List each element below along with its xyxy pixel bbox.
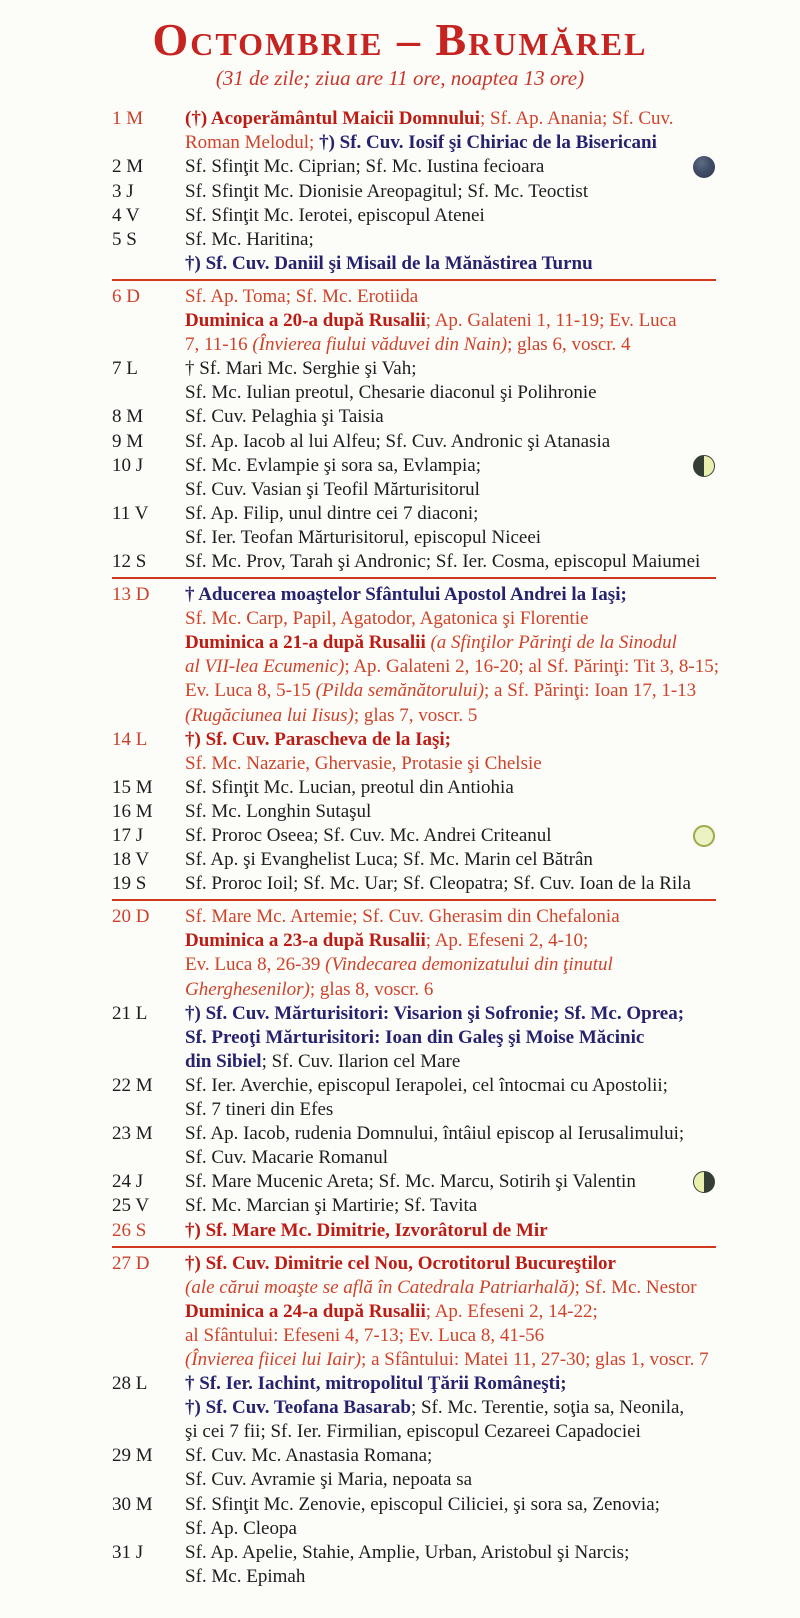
day-label: 28 L [112, 1373, 148, 1395]
feast-text-segment: ; glas 7, voscr. 5 [353, 704, 478, 726]
day-content [185, 1252, 716, 1372]
feast-text-segment: Sf. Mare Mc. Artemie; Sf. Cuv. Gherasim din Chefalonia [185, 906, 620, 928]
feast-text-line [185, 1420, 716, 1444]
day-label: 29 M [112, 1445, 153, 1467]
calendar-row [112, 800, 716, 824]
day-content [185, 357, 716, 405]
week-separator-line [112, 1246, 716, 1248]
feast-text-line [185, 357, 716, 381]
week-separator-line [112, 577, 716, 579]
day-content [185, 583, 720, 728]
feast-text-segment: Sf. Ap. Filip, unul dintre cei 7 diaconi; [185, 502, 479, 524]
day-content [185, 1002, 716, 1074]
calendar-row [112, 357, 716, 405]
day-content [185, 405, 716, 429]
feast-text-segment: Sf. Ier. Averchie, episcopul Ierapolei, cel întocmai cu Apostolii; [185, 1074, 668, 1096]
calendar-row [112, 776, 716, 800]
feast-text-line [185, 583, 716, 607]
feast-text-line [185, 872, 716, 896]
feast-text-segment: Sf. Ap. Iacob al lui Alfeu; Sf. Cuv. Andronic şi Atanasia [185, 430, 611, 452]
calendar-row [112, 405, 716, 429]
feast-text-line [185, 1468, 716, 1492]
calendar-row [112, 155, 716, 179]
calendar-row [112, 872, 716, 896]
day-label: 12 S [112, 550, 147, 572]
feast-text-segment: Sf. Mare Mucenic Areta; Sf. Mc. Marcu, Sotirih şi Valentin [185, 1171, 636, 1193]
feast-text-segment: †) Sf. Cuv. Daniil şi Misail de la Mănăstirea Turnu [185, 252, 593, 274]
day-label: 9 M [112, 430, 144, 452]
feast-text-line [185, 430, 716, 454]
day-label: 8 M [112, 406, 144, 428]
feast-text-segment: ; Ap. Efeseni 2, 14-22; [425, 1300, 598, 1322]
day-content [185, 454, 716, 502]
day-label: 24 J [112, 1171, 144, 1193]
page-title: Octombrie – Brumărel [152, 14, 648, 65]
feast-text-segment: †) Sf. Cuv. Dimitrie cel Nou, Ocrotitorul Bucureştilor [185, 1252, 616, 1274]
feast-text-segment: Sf. Mc. Marcian şi Martirie; Sf. Tavita [185, 1195, 478, 1217]
day-content [185, 1122, 716, 1170]
day-label: 14 L [112, 728, 148, 750]
feast-text-line [185, 1541, 716, 1565]
day-label: 22 M [112, 1074, 153, 1096]
feast-text-segment: Sf. Proroc Ioil; Sf. Mc. Uar; Sf. Cleopatra; Sf. Cuv. Ioan de la Rila [185, 873, 691, 895]
feast-text-segment: Sf. 7 tineri din Efes [185, 1099, 334, 1121]
feast-text-segment: din Sibiel [185, 1050, 262, 1072]
feast-text-segment: Sf. Cuv. Mc. Anastasia Romana; [185, 1445, 433, 1467]
feast-text-segment: ; a Sf. Părinţi: Ioan 17, 1-13 [484, 680, 697, 702]
feast-text-segment: 7, 11-16 [185, 334, 253, 356]
day-content [185, 1170, 716, 1194]
feast-text-segment: ; Sf. Ap. Anania; Sf. Cuv. [480, 108, 674, 130]
feast-text-line [185, 1002, 716, 1026]
feast-text-segment: Sf. Ap. Toma; Sf. Mc. Erotiida [185, 285, 419, 307]
day-label: 30 M [112, 1493, 153, 1515]
calendar-row [112, 824, 716, 848]
feast-text-line [185, 1276, 716, 1300]
feast-text-segment: † Sf. Ier. Iachint, mitropolitul Ţării Româneşti; [185, 1373, 567, 1395]
calendar-row [112, 1541, 716, 1589]
calendar-row [112, 1074, 716, 1122]
feast-text-segment: al Sfântului: Efeseni 4, 7-13; Ev. Luca 8, 41-56 [185, 1324, 545, 1346]
feast-text-line [185, 285, 716, 309]
feast-text-line [185, 1050, 716, 1074]
feast-text-segment: Gherghesenilor) [185, 978, 310, 1000]
calendar-row [112, 583, 720, 728]
calendar-row [112, 430, 716, 454]
feast-text-segment: † Sf. Mari Mc. Serghie şi Vah; [185, 358, 417, 380]
day-label: 19 S [112, 873, 147, 895]
feast-text-segment: (Vindecarea demonizatului din ţinutul [325, 954, 613, 976]
day-content [185, 228, 716, 276]
day-label: 31 J [112, 1541, 144, 1563]
feast-text-line [185, 526, 716, 550]
feast-text-line [185, 204, 716, 228]
feast-text-line [185, 704, 716, 728]
calendar-row [112, 1170, 716, 1194]
calendar-row [112, 502, 716, 550]
day-content [185, 502, 716, 550]
calendar-row [112, 204, 716, 228]
feast-text-segment: †) Sf. Mare Mc. Dimitrie, Izvorâtorul de Mir [185, 1219, 548, 1241]
feast-text-segment: Sf. Mc. Iulian preotul, Chesarie diaconul şi Polihronie [185, 382, 597, 404]
feast-text-segment: Sf. Preoţi Mărturisitori: Ioan din Galeş şi Moise Măcinic [185, 1026, 645, 1048]
day-content [185, 905, 716, 1001]
day-content [185, 180, 716, 204]
feast-text-line [185, 1026, 716, 1050]
feast-text-line [185, 978, 716, 1002]
day-label: 13 D [112, 584, 150, 606]
feast-text-segment: Sf. Sfinţit Mc. Lucian, preotul din Antiohia [185, 776, 514, 798]
calendar-row [112, 905, 716, 1001]
calendar-row [112, 180, 716, 204]
feast-text-line [185, 1348, 716, 1372]
feast-text-line [185, 155, 716, 179]
feast-text-segment: Duminica a 23-a după Rusalii [185, 930, 426, 952]
feast-text-line [185, 1098, 716, 1122]
day-content [185, 1444, 716, 1492]
day-label: 2 M [112, 156, 144, 178]
full-moon-icon [693, 825, 715, 847]
day-content [185, 285, 716, 357]
day-content [185, 824, 716, 848]
day-label: 7 L [112, 358, 138, 380]
feast-text-segment: (†) Acoperământul Maicii Domnului [185, 108, 481, 130]
first-quarter-moon-icon [693, 455, 715, 477]
day-label: 3 J [112, 180, 134, 202]
day-label: 16 M [112, 800, 153, 822]
feast-text-line [185, 131, 716, 155]
feast-text-segment: Sf. Cuv. Macarie Romanul [185, 1147, 388, 1169]
feast-text-line [185, 1252, 716, 1276]
day-content [185, 776, 716, 800]
day-content [185, 550, 716, 574]
day-content [185, 1219, 716, 1243]
feast-text-segment: Sf. Cuv. Avramie şi Maria, nepoata sa [185, 1469, 473, 1491]
calendar-row [112, 1194, 716, 1218]
feast-text-segment: Sf. Ier. Teofan Mărturisitorul, episcopul Niceei [185, 526, 542, 548]
calendar-row [112, 1444, 716, 1492]
feast-text-segment: Sf. Mc. Carp, Papil, Agatodor, Agatonica şi Florentie [185, 608, 589, 630]
feast-text-segment: Duminica a 20-a după Rusalii [185, 310, 426, 332]
feast-text-segment: ; glas 6, voscr. 4 [507, 334, 631, 356]
day-content [185, 1493, 716, 1541]
feast-text-line [185, 728, 716, 752]
day-label: 4 V [112, 204, 140, 226]
calendar-page [0, 16, 800, 1618]
feast-text-segment: Sf. Sfinţit Mc. Dionisie Areopagitul; Sf. Mc. Teoctist [185, 180, 589, 202]
feast-text-segment: şi cei 7 fii; Sf. Ier. Firmilian, episcopul Cezareei Capadociei [185, 1421, 641, 1443]
feast-text-line [185, 679, 716, 703]
feast-text-segment: Duminica a 21-a după Rusalii [185, 632, 431, 654]
feast-text-line [185, 1219, 716, 1243]
feast-text-segment: Sf. Ap. Cleopa [185, 1517, 297, 1539]
feast-text-segment: (ale cărui moaşte se află în Catedrala Patriarhală) [185, 1276, 575, 1298]
feast-text-segment: al VII-lea Ecumenic) [185, 656, 345, 678]
feast-text-line [185, 776, 716, 800]
calendar-row [112, 1122, 716, 1170]
week-separator-line [112, 279, 716, 281]
feast-text-line [185, 405, 716, 429]
feast-text-segment: Sf. Ap. Apelie, Stahie, Amplie, Urban, Aristobul şi Narcis; [185, 1541, 630, 1563]
feast-text-segment: ; a Sfântului: Matei 11, 27-30; glas 1, voscr. 7 [361, 1348, 709, 1370]
calendar-row [112, 550, 716, 574]
feast-text-segment: ; glas 8, voscr. 6 [309, 978, 434, 1000]
day-content [185, 1194, 716, 1218]
day-label: 20 D [112, 906, 150, 928]
feast-text-line [185, 824, 716, 848]
feast-text-line [185, 1300, 716, 1324]
page-subtitle: (31 de zile; ziua are 11 ore, noaptea 13 ore) [215, 66, 585, 91]
feast-text-segment: ; Ap. Galateni 1, 11-19; Ev. Luca [425, 310, 677, 332]
calendar-row [112, 1219, 716, 1243]
feast-text-segment: (Învierea fiului văduvei din Nain) [252, 334, 508, 356]
feast-text-segment: Sf. Cuv. Pelaghia şi Taisia [185, 406, 384, 428]
feast-text-segment: † Aducerea moaştelor Sfântului Apostol Andrei la Iaşi; [185, 584, 627, 606]
feast-text-line [185, 309, 716, 333]
feast-text-segment: Ev. Luca 8, 5-15 [185, 680, 316, 702]
feast-text-line [185, 1517, 716, 1541]
day-content [185, 728, 716, 776]
feast-text-segment: Sf. Proroc Oseea; Sf. Cuv. Mc. Andrei Criteanul [185, 825, 552, 847]
feast-text-segment: Sf. Mc. Haritina; [185, 228, 314, 250]
day-content [185, 430, 716, 454]
day-label: 27 D [112, 1252, 150, 1274]
feast-text-segment: Sf. Mc. Epimah [185, 1565, 306, 1587]
feast-text-segment: ; Sf. Mc. Nestor [574, 1276, 697, 1298]
calendar-row [112, 1252, 716, 1372]
feast-text-line [185, 252, 716, 276]
feast-text-line [185, 454, 716, 478]
calendar-row [112, 728, 716, 776]
feast-text-line [185, 1565, 716, 1589]
feast-text-line [185, 1396, 716, 1420]
feast-text-segment: †) Sf. Cuv. Teofana Basarab [185, 1397, 411, 1419]
feast-text-line [185, 905, 716, 929]
day-content [185, 848, 716, 872]
feast-text-line [185, 228, 716, 252]
day-label: 17 J [112, 825, 144, 847]
feast-text-segment: Ev. Luca 8, 26-39 [185, 954, 326, 976]
feast-text-line [185, 1493, 716, 1517]
day-label: 1 M [112, 108, 144, 130]
feast-text-segment: ; Sf. Mc. Terentie, soţia sa, Neonila, [410, 1397, 685, 1419]
day-label: 23 M [112, 1123, 153, 1145]
feast-text-line [185, 107, 716, 131]
feast-text-segment: Sf. Mc. Prov, Tarah şi Andronic; Sf. Ier. Cosma, episcopul Maiumei [185, 550, 701, 572]
feast-text-segment: Sf. Ap. şi Evanghelist Luca; Sf. Mc. Marin cel Bătrân [185, 849, 593, 871]
day-content [185, 1074, 716, 1122]
feast-text-line [185, 1146, 716, 1170]
feast-text-line [185, 631, 716, 655]
calendar-row [112, 454, 716, 502]
feast-text-line [185, 655, 720, 679]
feast-text-segment: ; Sf. Cuv. Ilarion cel Mare [261, 1050, 461, 1072]
feast-text-line [185, 1372, 716, 1396]
calendar-list [112, 107, 720, 1589]
feast-text-line [185, 929, 716, 953]
day-label: 6 D [112, 285, 140, 307]
feast-text-line [185, 953, 716, 977]
day-content [185, 1372, 716, 1444]
feast-text-line [185, 1194, 716, 1218]
feast-text-line [185, 1170, 716, 1194]
feast-text-line [185, 1444, 716, 1468]
feast-text-line [185, 180, 716, 204]
feast-text-segment: Sf. Sfinţit Mc. Ciprian; Sf. Mc. Iustina fecioara [185, 156, 545, 178]
feast-text-line [185, 1324, 716, 1348]
calendar-row [112, 848, 716, 872]
feast-text-line [185, 607, 716, 631]
day-content [185, 872, 716, 896]
feast-text-segment: Duminica a 24-a după Rusalii [185, 1300, 426, 1322]
feast-text-segment: (Rugăciunea lui Iisus) [185, 704, 354, 726]
day-label: 15 M [112, 776, 153, 798]
calendar-row [112, 1002, 716, 1074]
feast-text-line [185, 550, 716, 574]
calendar-row [112, 107, 716, 155]
calendar-row [112, 1493, 716, 1541]
feast-text-segment: Sf. Mc. Longhin Sutaşul [185, 800, 372, 822]
feast-text-line [185, 333, 716, 357]
day-label: 25 V [112, 1195, 150, 1217]
day-label: 26 S [112, 1219, 147, 1241]
calendar-row [112, 228, 716, 276]
calendar-row [112, 285, 716, 357]
feast-text-segment: Sf. Mc. Evlampie şi sora sa, Evlampia; [185, 454, 482, 476]
feast-text-line [185, 478, 716, 502]
feast-text-segment: Roman Melodul; [185, 132, 320, 154]
feast-text-segment: ; Ap. Efeseni 2, 4-10; [425, 930, 589, 952]
week-separator-line [112, 899, 716, 901]
day-label: 21 L [112, 1002, 148, 1024]
day-content [185, 1541, 716, 1589]
feast-text-segment: Sf. Mc. Nazarie, Ghervasie, Protasie şi Chelsie [185, 752, 542, 774]
feast-text-segment: (Pilda semănătorului) [315, 680, 485, 702]
feast-text-segment: Sf. Cuv. Vasian şi Teofil Mărturisitorul [185, 478, 480, 500]
feast-text-line [185, 848, 716, 872]
day-label: 5 S [112, 228, 137, 250]
feast-text-line [185, 502, 716, 526]
feast-text-segment: †) Sf. Cuv. Parascheva de la Iaşi; [185, 728, 451, 750]
day-content [185, 155, 716, 179]
feast-text-line [185, 1074, 716, 1098]
feast-text-segment: (a Sfinţilor Părinţi de la Sinodul [430, 632, 677, 654]
day-label: 18 V [112, 849, 150, 871]
feast-text-segment: †) Sf. Cuv. Mărturisitori: Visarion şi Sofronie; Sf. Mc. Oprea; [185, 1002, 685, 1024]
feast-text-segment: Sf. Ap. Iacob, rudenia Domnului, întâiul episcop al Ierusalimului; [185, 1123, 685, 1145]
feast-text-segment: Sf. Sfinţit Mc. Zenovie, episcopul Ciliciei, şi sora sa, Zenovia; [185, 1493, 660, 1515]
calendar-row [112, 1372, 716, 1444]
day-content [185, 204, 716, 228]
feast-text-line [185, 381, 716, 405]
day-label: 10 J [112, 454, 144, 476]
day-content [185, 800, 716, 824]
feast-text-segment: (Învierea fiicei lui Iair) [185, 1348, 362, 1370]
feast-text-line [185, 752, 716, 776]
feast-text-line [185, 800, 716, 824]
feast-text-segment: †) Sf. Cuv. Iosif şi Chiriac de la Bisericani [319, 132, 657, 154]
day-content [185, 107, 716, 155]
feast-text-segment: Sf. Sfinţit Mc. Ierotei, episcopul Atenei [185, 204, 485, 226]
day-label: 11 V [112, 502, 149, 524]
feast-text-line [185, 1122, 716, 1146]
feast-text-segment: ; Ap. Galateni 2, 16-20; al Sf. Părinţi: Tit 3, 8-15; [344, 656, 720, 678]
